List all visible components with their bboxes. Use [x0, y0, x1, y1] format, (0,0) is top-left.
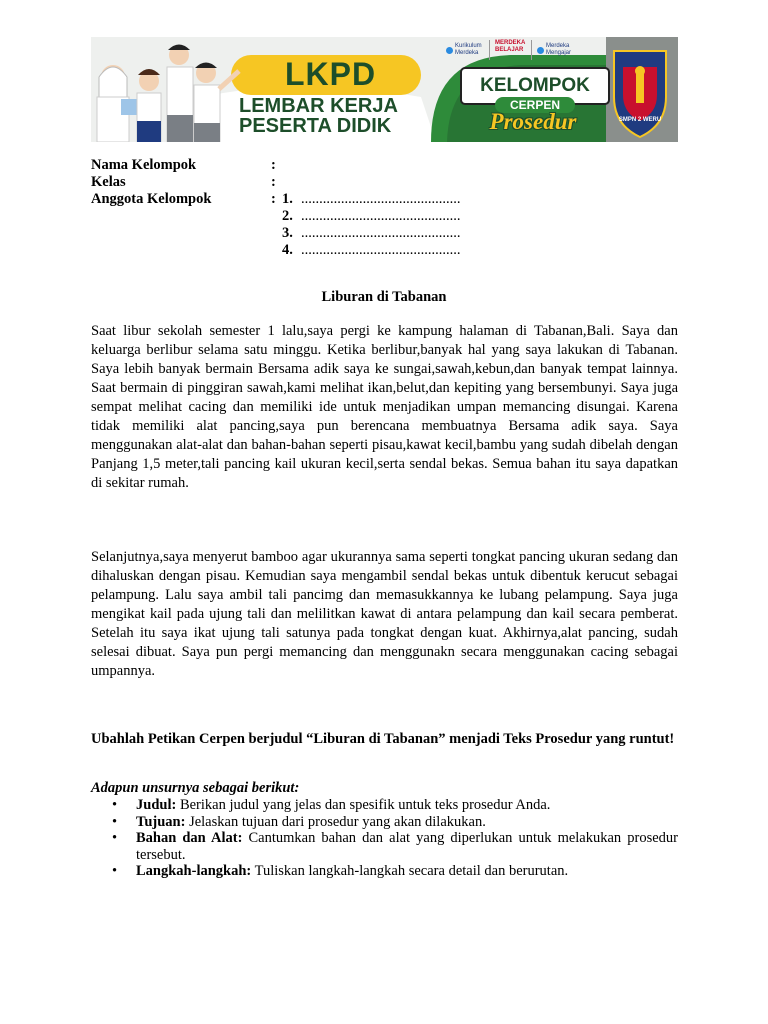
kurikulum-merdeka-logo	[446, 40, 483, 60]
lkpd-title: LKPD	[284, 56, 377, 92]
lkpd-subtitle-line2: PESERTA DIDIK	[239, 115, 392, 137]
member-number: 3.	[282, 225, 293, 241]
member-blank: ............................................	[301, 208, 461, 224]
member-number: 1.	[282, 191, 293, 207]
member-blank: ............................................	[301, 242, 461, 258]
story-title: Liburan di Tabanan	[321, 289, 447, 305]
bullet-icon: •	[112, 863, 118, 879]
bullet-icon: •	[112, 830, 118, 846]
form-colon: :	[271, 174, 276, 190]
form-colon: :	[271, 157, 276, 173]
partner-logos	[446, 40, 576, 60]
merdeka-mengajar-icon	[537, 47, 544, 54]
member-blank: ............................................	[301, 191, 461, 207]
form-label: Anggota Kelompok	[91, 191, 212, 207]
merdeka-mengajar-text: Merdeka Mengajar	[546, 43, 572, 56]
item-term: Judul:	[136, 797, 177, 813]
prosedur-tag: Prosedur	[489, 109, 577, 134]
header-banner	[91, 37, 678, 142]
item-desc: Berikan judul yang jelas dan spesifik untuk teks prosedur Anda.	[176, 797, 551, 813]
kurikulum-logo-icon	[446, 47, 453, 54]
list-item	[91, 830, 678, 863]
list-item	[91, 863, 678, 880]
item-desc: Cantumkan bahan dan alat yang diperlukan untuk melakukan prosedur tersebut.	[136, 830, 678, 863]
merdeka-mengajar-logo	[531, 40, 576, 60]
item-term: Bahan dan Alat:	[136, 830, 243, 846]
form-colon: :	[271, 191, 276, 207]
merdeka-belajar-logo: MERDEKA BELAJAR	[489, 40, 525, 60]
member-number: 2.	[282, 208, 293, 224]
story-paragraph-1: Saat libur sekolah semester 1 lalu,saya pergi ke kampung halaman di Tabanan,Bali. Saya dan keluarga berlibur selama satu minggu. Ketika berlibur,banyak hal yang saya lakukan di Tabanan. Saya lebih banyak bermain Bersama adik saya ke sungai,sawah,kebun,dan banyak tempat lainnya. Saat bermain di pinggiran sawah,kami melihat ikan,belut,dan kepiting yang bersembunyi. Saya juga sempat melihat cacing dan memiliki ide untuk menjadikan umpan memancing disungai. Karena tidak memiliki alat pancing,saya pun berencana membuatnya Bersama adik saya. Saya menggunakan alat-alat dan bahan-bahan seperti pisau,kawat kecil,bambu yang sudah dibelah dengan Panjang 1,5 meter,tali pancing kail ukuran kecil,serta sendal bekas. Semua bahan itu saya dapatkan di sekitar rumah.	[91, 323, 678, 491]
bullet-icon: •	[112, 797, 118, 813]
cerpen-tag: CERPEN	[495, 97, 575, 113]
form-label: Nama Kelompok	[91, 157, 197, 173]
task-instruction: Ubahlah Petikan Cerpen berjudul “Liburan di Tabanan” menjadi Teks Prosedur yang runtut!	[91, 731, 675, 747]
element-list	[91, 797, 678, 880]
school-badge-text: SMPN 2 WERU	[618, 117, 662, 123]
member-number: 4.	[282, 242, 293, 258]
kelompok-label: KELOMPOK	[460, 67, 610, 105]
story-paragraph-2: Selanjutnya,saya menyerut bamboo agar ukurannya sama seperti tongkat pancing ukuran sedang dan dihaluskan dengan pisau. Kemudian saya mengambil sendal bekas untuk dibentuk kerucut sebagai pelampung. Lalu saya ambil tali pancimg dan memasukkannya ke lubang pelampung. Saya juga mengikat kail pada ujung tali dan melilitkan kawat di antara pelampung dan kail secara pemberat. Setelah itu saya ikat ujung tali satunya pada tongkat dengan kuat. Akhirnya,alat pancing, sudah selesai dibuat. Saya pun pergi memancing dan menggunakn secara menggunakan cacing sebagai umpannya.	[91, 549, 678, 679]
item-desc: Tuliskan langkah-langkah secara detail dan berurutan.	[251, 863, 569, 879]
kurikulum-logo-text: Kurikulum Merdeka	[455, 43, 482, 56]
item-desc: Jelaskan tujuan dari prosedur yang akan dilakukan.	[185, 813, 486, 830]
list-item	[91, 814, 678, 831]
bullet-icon: •	[112, 813, 118, 830]
item-term: Tujuan:	[136, 813, 186, 830]
lkpd-subtitle-line1: LEMBAR KERJA	[239, 95, 398, 117]
list-item	[91, 797, 678, 814]
item-term: Langkah-langkah:	[136, 863, 252, 879]
form-label: Kelas	[91, 174, 126, 190]
task-intro: Adapun unsurnya sebagai berikut:	[91, 780, 300, 796]
member-blank: ............................................	[301, 225, 461, 241]
